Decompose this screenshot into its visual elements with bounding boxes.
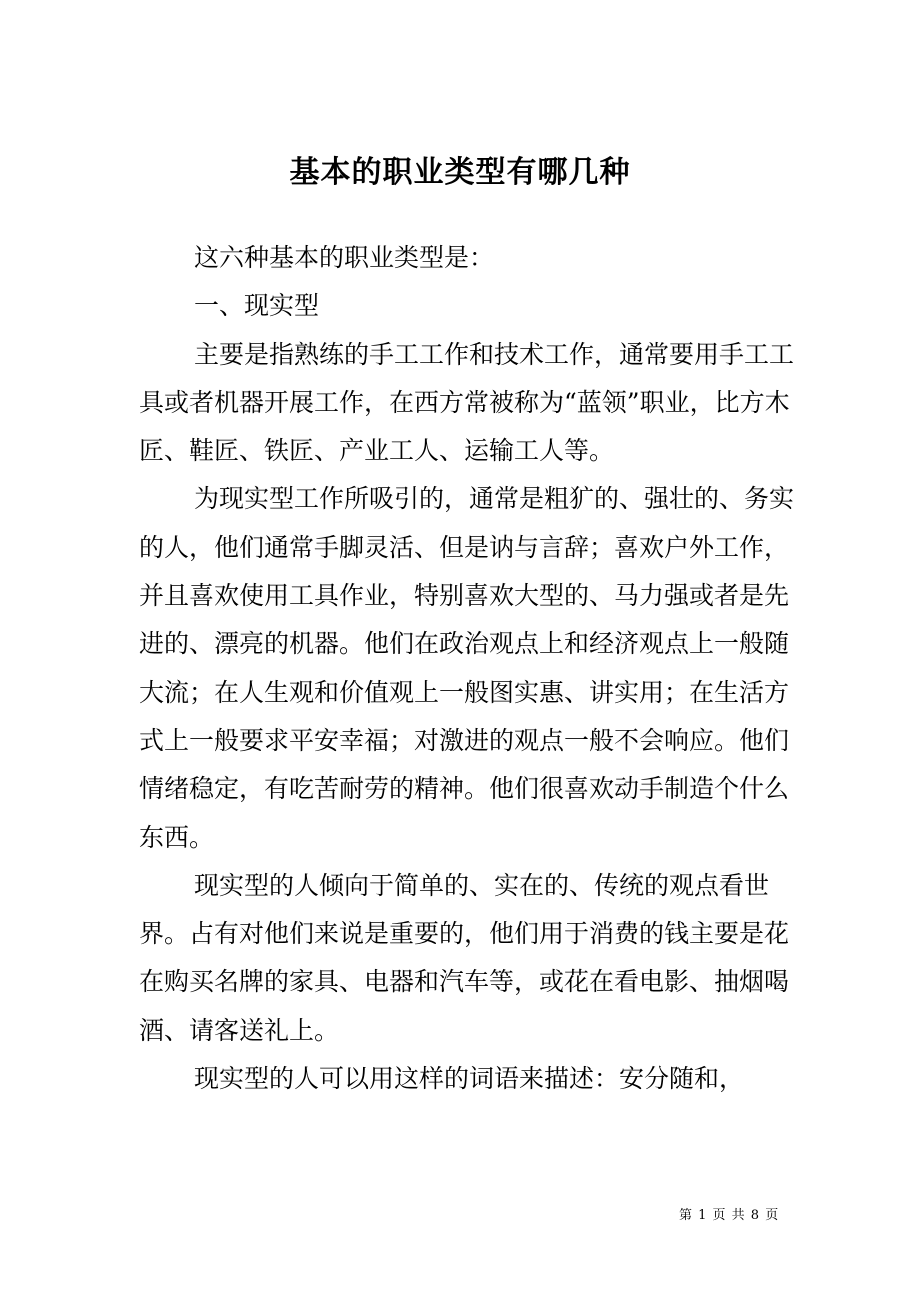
paragraph: 这六种基本的职业类型是： <box>194 243 495 272</box>
paragraph: 现实型的人倾向于简单的、实在的、传统的观点看世界。占有对他们来说是重要的，他们用于消费的钱主要是花在购买名牌的家具、电器和汽车等，或花在看电影、抽烟喝酒、请客送礼上。 <box>139 870 790 1045</box>
paragraph: 现实型的人可以用这样的词语来描述：安分随和， <box>194 1064 745 1094</box>
document-body <box>139 234 799 1103</box>
section-heading: 一、现实型 <box>194 291 320 321</box>
page-number: 第 1 页 共 8 页 <box>679 1208 780 1223</box>
paragraph: 主要是指熟练的手工工作和技术工作，通常要用手工工具或者机器开展工作，在西方常被称为“蓝领”职业，比方木匠、鞋匠、铁匠、产业工人、运输工人等。 <box>139 339 795 466</box>
document-title: 基本的职业类型有哪几种 <box>289 155 631 191</box>
paragraph: 为现实型工作所吸引的，通常是粗犷的、强壮的、务实的人，他们通常手脚灵活、但是讷与言辞；喜欢户外工作，并且喜欢使用工具作业，特别喜欢大型的、马力强或者是先进的、漂亮的机器。他们在政治观点上和经济观点上一般随大流；在人生观和价值观上一般图实惠、讲实用；在生活方式上一般要求平安幸福；对激进的观点一般不会响应。他们情绪稳定，有吃苦耐劳的精神。他们很喜欢动手制造个什么东西。 <box>139 484 795 852</box>
